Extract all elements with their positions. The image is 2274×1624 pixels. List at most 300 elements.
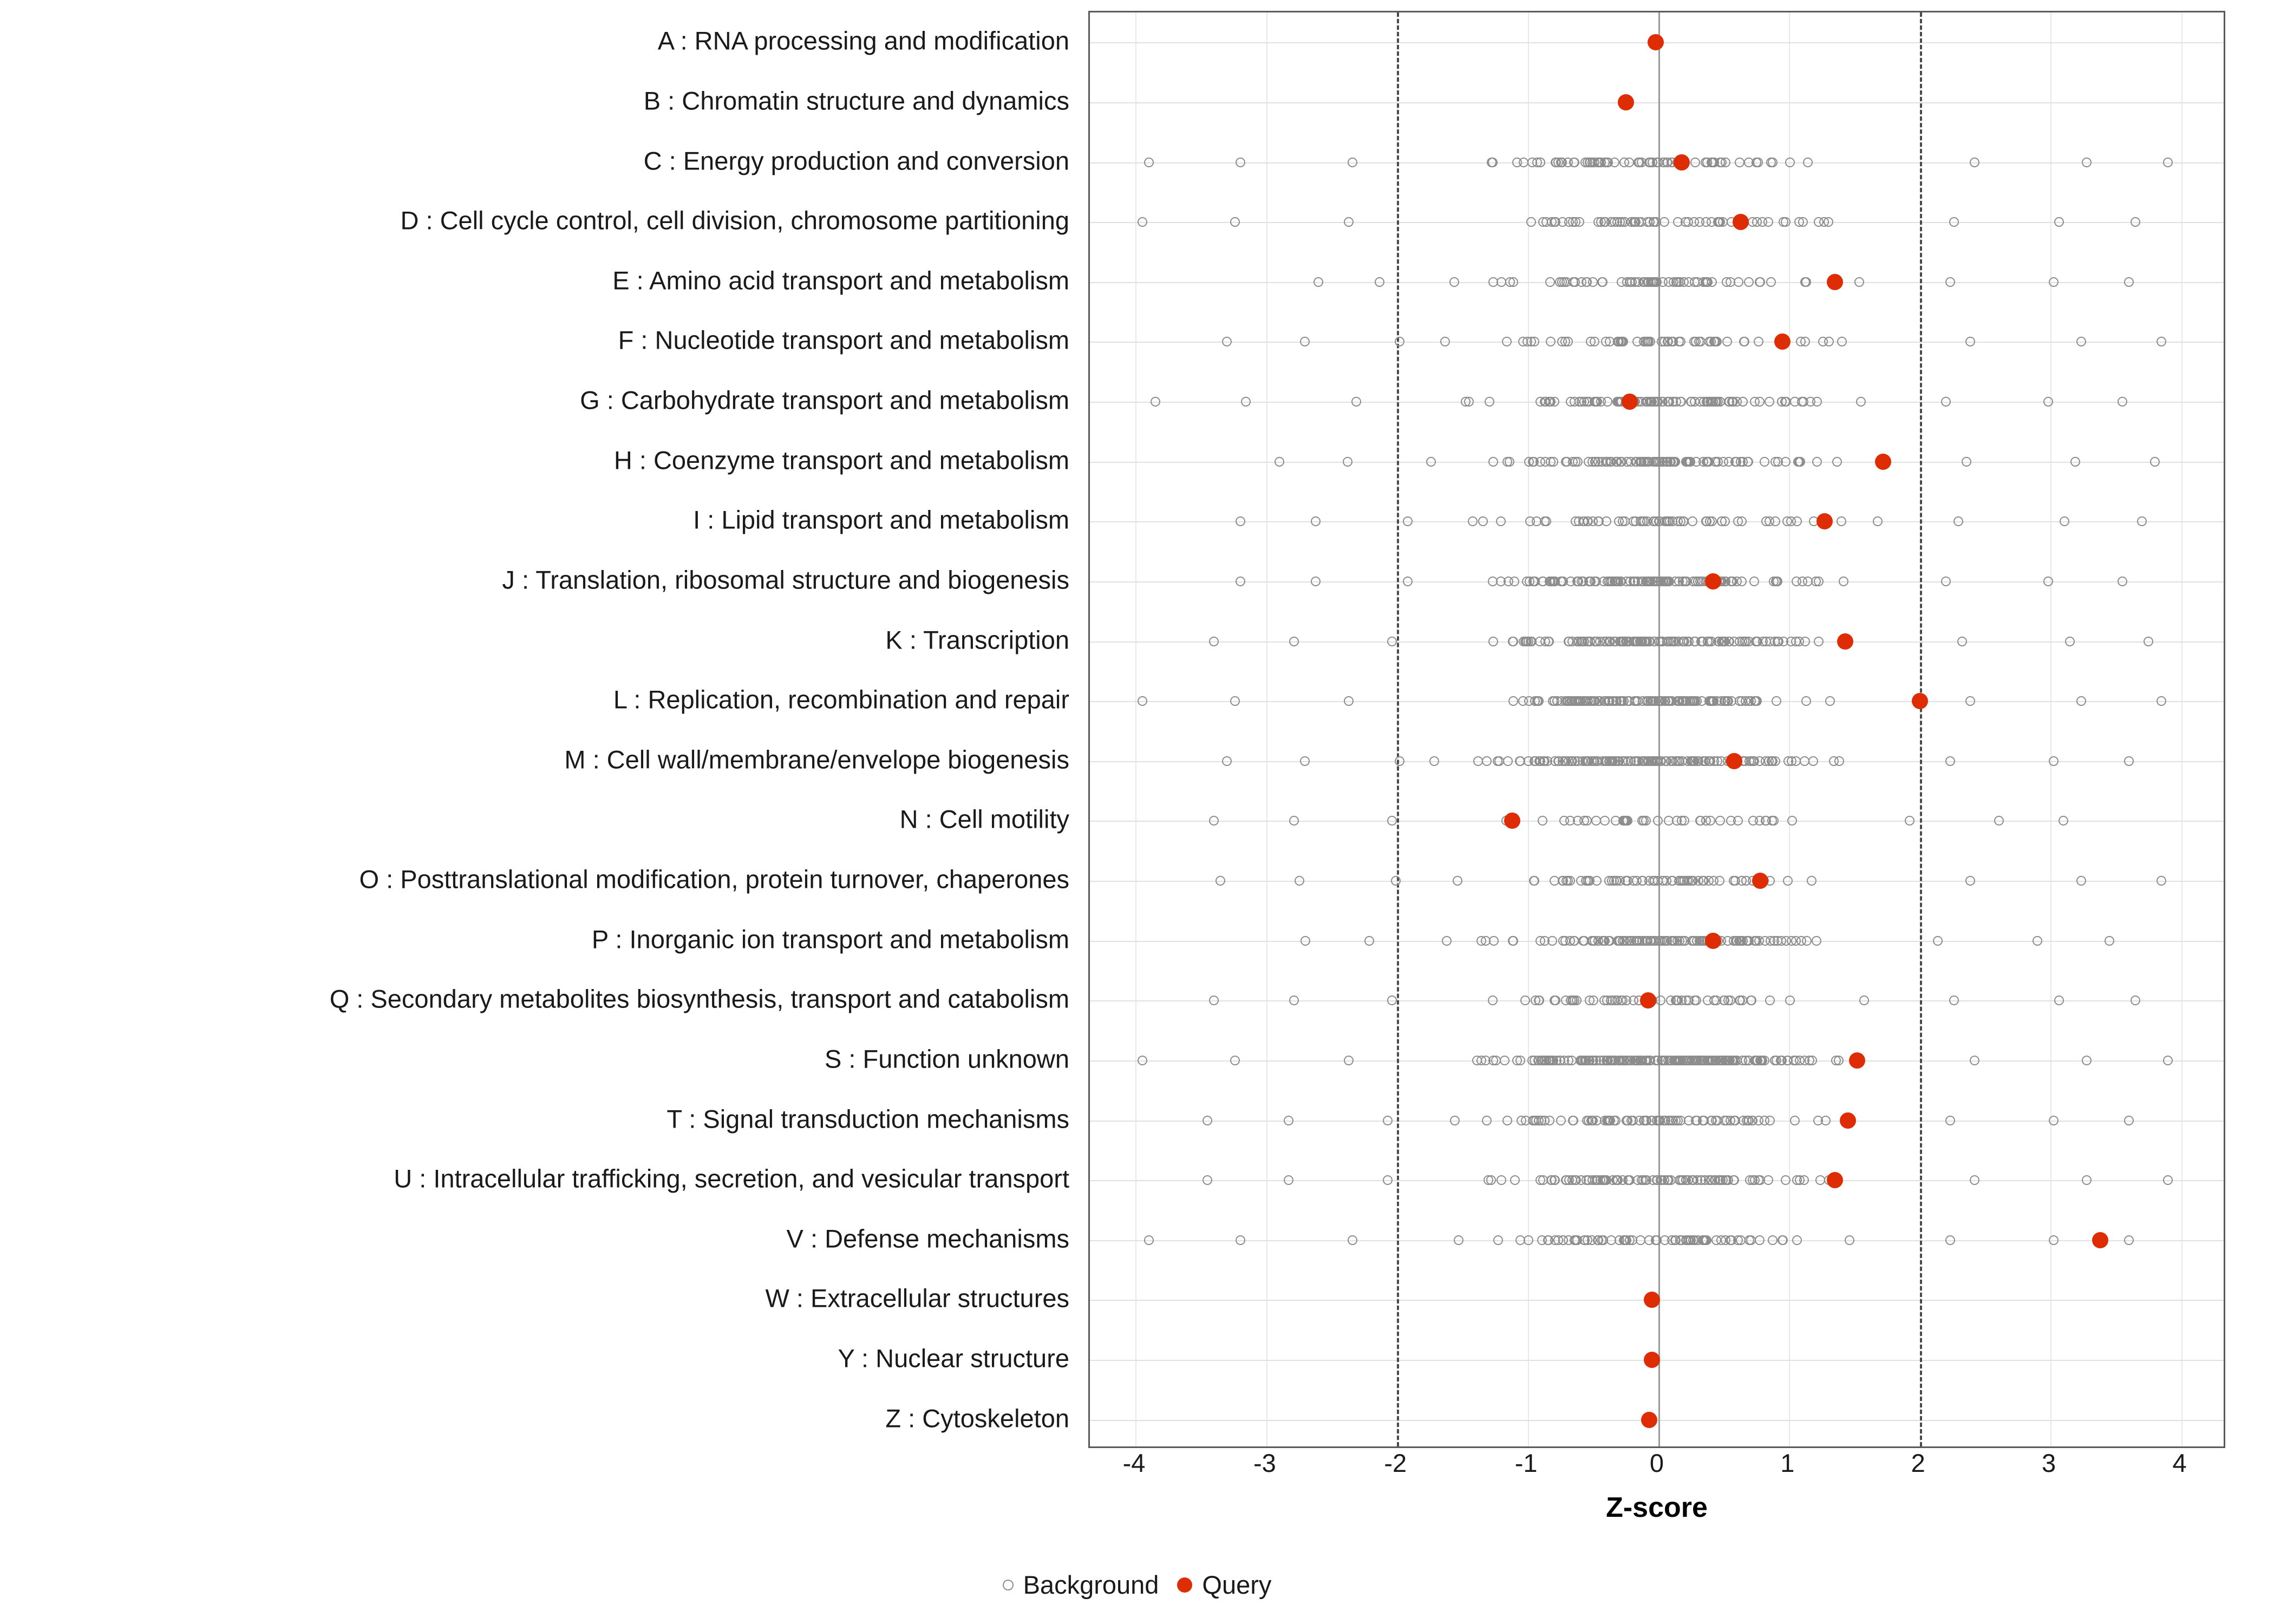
background-point [1538, 816, 1547, 826]
background-point [1791, 1056, 1801, 1065]
background-point [1579, 1235, 1589, 1245]
background-point [1715, 816, 1725, 826]
y-axis-label: A : RNA processing and modification [657, 26, 1069, 55]
background-point [1488, 457, 1498, 467]
background-point [1776, 936, 1786, 946]
background-point [1768, 158, 1778, 167]
background-point [1648, 277, 1657, 287]
query-point[interactable] [1849, 1052, 1865, 1069]
background-point [1652, 397, 1662, 407]
background-point [1618, 756, 1628, 766]
background-point [1945, 1235, 1955, 1245]
background-point [1734, 277, 1743, 287]
background-point [1675, 1175, 1684, 1185]
background-point [1138, 696, 1147, 706]
background-point [1933, 936, 1943, 946]
background-point [1600, 816, 1610, 826]
background-point [1623, 1116, 1632, 1125]
background-point [1737, 876, 1747, 886]
background-point [1945, 277, 1955, 287]
y-axis-label: B : Chromatin structure and dynamics [643, 86, 1069, 115]
background-point [1486, 1175, 1496, 1185]
background-point [1704, 876, 1714, 886]
background-point [1749, 577, 1759, 586]
background-point [1617, 217, 1627, 227]
background-point [1726, 277, 1735, 287]
background-point [1839, 577, 1848, 586]
background-point [2157, 337, 2166, 346]
background-point [1589, 996, 1598, 1005]
background-point [1970, 1056, 1979, 1065]
background-point [1485, 397, 1494, 407]
query-point[interactable] [1705, 933, 1721, 949]
background-point [1770, 457, 1780, 467]
background-point [1680, 637, 1689, 646]
background-point [1683, 457, 1693, 467]
background-point [1510, 1175, 1520, 1185]
background-point [1815, 1175, 1825, 1185]
background-point [2144, 637, 2153, 646]
background-point [1557, 277, 1567, 287]
background-point [1737, 996, 1747, 1005]
background-point [1748, 756, 1758, 766]
gridline-horizontal [1090, 102, 2224, 103]
y-axis-label: P : Inorganic ion transport and metabolism [591, 925, 1069, 954]
background-point [1825, 696, 1835, 706]
background-point [1216, 876, 1225, 886]
x-axis-tick-label: 0 [1649, 1449, 1664, 1477]
background-point [1301, 936, 1310, 946]
background-point [1488, 277, 1498, 287]
background-point [1502, 1116, 1512, 1125]
query-point[interactable] [1875, 454, 1891, 470]
background-point [1236, 1235, 1245, 1245]
zero-reference-line [1658, 12, 1660, 1446]
background-point [1563, 696, 1572, 706]
x-axis-tick-label: 1 [1780, 1449, 1795, 1477]
background-point [1778, 1235, 1787, 1245]
background-point [1785, 996, 1795, 1005]
background-point [1781, 457, 1791, 467]
y-axis-label: H : Coenzyme transport and metabolism [613, 446, 1069, 475]
background-point [1786, 637, 1796, 646]
background-point [1588, 936, 1598, 946]
background-point [1949, 996, 1959, 1005]
background-point [1203, 1116, 1212, 1125]
background-point [1695, 397, 1705, 407]
background-point [1482, 1116, 1492, 1125]
y-axis-label: C : Energy production and conversion [643, 146, 1069, 175]
background-point [1770, 1056, 1780, 1065]
background-point [1801, 696, 1811, 706]
background-point [1586, 577, 1596, 586]
gridline-vertical [1266, 12, 1267, 1446]
background-point [1591, 816, 1601, 826]
background-point [1693, 277, 1702, 287]
background-point [1659, 217, 1669, 227]
background-point [1566, 577, 1576, 586]
background-point [1637, 158, 1646, 167]
query-point[interactable] [1504, 813, 1520, 829]
background-point [1748, 217, 1757, 227]
plot-area [1088, 11, 2225, 1448]
background-point [1722, 337, 1732, 346]
background-point [1802, 936, 1812, 946]
y-axis-label: Y : Nuclear structure [838, 1344, 1069, 1373]
background-point [1403, 516, 1413, 526]
background-point [1613, 1175, 1623, 1185]
background-point [1945, 1116, 1955, 1125]
background-point [1670, 1235, 1680, 1245]
background-point [1740, 337, 1749, 346]
plot-inner [1090, 12, 2224, 1446]
background-point [2082, 1056, 2092, 1065]
background-point [1571, 516, 1580, 526]
background-point [2043, 577, 2053, 586]
background-point [1831, 1056, 1841, 1065]
background-point [1765, 996, 1775, 1005]
background-point [1587, 457, 1597, 467]
background-point [1524, 756, 1533, 766]
background-point [1617, 1056, 1627, 1065]
background-point [1663, 516, 1673, 526]
background-point [1289, 637, 1299, 646]
background-point [1715, 876, 1724, 886]
y-axis-label: K : Transcription [885, 625, 1069, 654]
background-point [2163, 1175, 2173, 1185]
background-point [1770, 637, 1780, 646]
background-point [1236, 516, 1245, 526]
y-axis-label: U : Intracellular trafficking, secretion, and vesicular transport [394, 1164, 1069, 1193]
background-point [1311, 516, 1321, 526]
background-point [1685, 696, 1695, 706]
background-point [1500, 1056, 1510, 1065]
background-point [1594, 158, 1604, 167]
background-point [2124, 1116, 2134, 1125]
y-axis-label: O : Posttranslational modification, protein turnover, chaperones [359, 865, 1069, 894]
legend-item-query [1177, 1570, 1271, 1600]
background-point [1561, 457, 1571, 467]
background-point [1729, 637, 1739, 646]
background-point [1760, 457, 1769, 467]
background-point [1383, 1175, 1393, 1185]
background-point [1770, 516, 1780, 526]
background-point [1300, 756, 1310, 766]
background-point [1541, 217, 1551, 227]
background-point [1481, 936, 1491, 946]
background-point [1556, 1116, 1566, 1125]
background-point [1814, 637, 1824, 646]
background-point [1510, 577, 1519, 586]
x-axis-tick-label: 4 [2172, 1449, 2187, 1477]
background-point [1808, 756, 1818, 766]
background-point [1685, 1235, 1695, 1245]
background-point [1528, 1116, 1538, 1125]
legend-item-background [1003, 1570, 1159, 1600]
background-point [1440, 337, 1450, 346]
background-point [1733, 1235, 1743, 1245]
query-point[interactable] [1726, 753, 1742, 769]
background-point [1209, 816, 1219, 826]
background-point [1551, 158, 1560, 167]
background-point [2049, 756, 2059, 766]
background-point [1595, 637, 1605, 646]
query-point[interactable] [1641, 1412, 1657, 1428]
background-point [1138, 1056, 1147, 1065]
background-point [1395, 756, 1404, 766]
background-point [1949, 217, 1959, 227]
query-point[interactable] [1648, 34, 1664, 50]
background-point [1834, 756, 1844, 766]
background-point [1845, 1235, 1854, 1245]
query-point[interactable] [1827, 274, 1843, 290]
background-point [1736, 936, 1746, 946]
x-axis-ticks [1088, 1448, 2225, 1486]
background-point [1598, 936, 1608, 946]
background-point [1654, 637, 1664, 646]
background-point [1497, 1175, 1506, 1185]
background-point [1737, 577, 1747, 586]
background-point [2060, 516, 2069, 526]
background-point [1713, 397, 1723, 407]
background-point [1735, 158, 1744, 167]
background-point [1344, 696, 1354, 706]
background-point [1745, 1175, 1755, 1185]
background-point [1567, 1056, 1577, 1065]
background-point [1605, 1116, 1615, 1125]
query-point[interactable] [1705, 573, 1721, 590]
background-point [1970, 158, 1979, 167]
background-point [1618, 936, 1628, 946]
background-point [1819, 217, 1829, 227]
background-point [1659, 337, 1669, 346]
background-point [1790, 1116, 1800, 1125]
background-point [1449, 277, 1459, 287]
background-point [1535, 637, 1545, 646]
background-point [1550, 876, 1559, 886]
query-point[interactable] [1640, 992, 1656, 1009]
background-point [1508, 696, 1518, 706]
background-point [1766, 277, 1776, 287]
background-point [2124, 756, 2134, 766]
background-point [1800, 756, 1809, 766]
legend-label-background: Background [1023, 1570, 1159, 1599]
background-point [1662, 936, 1672, 946]
background-point [1698, 457, 1708, 467]
background-point [1622, 1235, 1631, 1245]
background-point [1311, 577, 1321, 586]
background-point [1753, 158, 1763, 167]
background-point [2157, 876, 2166, 886]
query-point[interactable] [1774, 333, 1791, 350]
background-point [1706, 816, 1715, 826]
background-point [1732, 1056, 1742, 1065]
background-point [1744, 277, 1754, 287]
background-point [1583, 876, 1592, 886]
background-point [2065, 637, 2075, 646]
background-point [1550, 1175, 1559, 1185]
background-point [1772, 696, 1781, 706]
query-point[interactable] [1674, 154, 1690, 171]
background-point [1230, 1056, 1240, 1065]
background-point [1532, 516, 1541, 526]
background-point [1707, 1116, 1716, 1125]
background-point [1743, 457, 1753, 467]
background-point [1812, 397, 1822, 407]
background-point [1718, 637, 1728, 646]
background-point [1791, 936, 1801, 946]
legend [0, 1570, 2274, 1600]
background-point [1478, 516, 1488, 526]
background-point [1957, 637, 1967, 646]
query-marker-icon [1177, 1577, 1192, 1593]
y-axis-label: J : Translation, ribosomal structure and biogenesis [502, 565, 1069, 594]
query-point[interactable] [1733, 214, 1749, 230]
query-point[interactable] [1644, 1292, 1660, 1308]
background-point [1569, 277, 1578, 287]
x-axis-tick-label: -3 [1253, 1449, 1276, 1477]
background-point [2054, 996, 2064, 1005]
background-point [1426, 457, 1436, 467]
background-point [1752, 637, 1762, 646]
background-point [1222, 337, 1232, 346]
background-point [1781, 217, 1791, 227]
background-point [1493, 1235, 1503, 1245]
y-axis-label: Q : Secondary metabolites biosynthesis, transport and catabolism [329, 984, 1069, 1013]
background-point [1230, 696, 1240, 706]
background-point [1535, 158, 1545, 167]
background-point [2043, 397, 2053, 407]
background-point [1348, 158, 1357, 167]
background-point [1344, 1056, 1354, 1065]
query-point[interactable] [1644, 1352, 1660, 1368]
background-point [1726, 996, 1735, 1005]
background-point [1785, 158, 1795, 167]
background-point [1546, 337, 1556, 346]
background-point [1612, 876, 1622, 886]
query-point[interactable] [1752, 873, 1768, 889]
background-point [1496, 516, 1506, 526]
background-point [1769, 816, 1779, 826]
background-point [1721, 1056, 1731, 1065]
background-point [1856, 397, 1866, 407]
y-axis-label: W : Extracellular structures [765, 1284, 1069, 1313]
background-point [2157, 696, 2166, 706]
background-point [1488, 577, 1498, 586]
background-point [1755, 1235, 1765, 1245]
background-point [1364, 936, 1374, 946]
background-point [1236, 577, 1245, 586]
background-point [1690, 1056, 1700, 1065]
background-point [1765, 397, 1774, 407]
background-point [1641, 1116, 1651, 1125]
background-point [1138, 217, 1147, 227]
query-point[interactable] [1618, 94, 1634, 110]
background-point [1453, 876, 1462, 886]
background-point [1578, 936, 1588, 946]
background-point [1482, 756, 1492, 766]
background-point [1662, 457, 1671, 467]
background-point [2049, 277, 2059, 287]
background-point [2124, 277, 2134, 287]
background-point [1429, 756, 1439, 766]
query-point[interactable] [1622, 394, 1638, 410]
background-point [2150, 457, 2160, 467]
background-point [1674, 756, 1684, 766]
query-point[interactable] [2092, 1232, 2108, 1248]
background-point [1744, 158, 1754, 167]
legend-label-query: Query [1202, 1570, 1272, 1599]
background-point [1801, 277, 1811, 287]
background-point [1710, 1175, 1720, 1185]
background-point [1468, 516, 1478, 526]
background-point [1631, 1056, 1641, 1065]
background-point [1528, 577, 1538, 586]
background-point [1664, 397, 1674, 407]
background-point [2131, 996, 2140, 1005]
query-point[interactable] [1837, 633, 1853, 650]
background-point [1545, 277, 1555, 287]
query-point[interactable] [1827, 1172, 1843, 1188]
background-point [1473, 756, 1483, 766]
background-point [1812, 936, 1821, 946]
background-point [1724, 397, 1734, 407]
background-point [1754, 337, 1763, 346]
background-point [1800, 337, 1810, 346]
background-point [1832, 457, 1842, 467]
y-axis-label: Z : Cytoskeleton [885, 1404, 1069, 1433]
background-point [1592, 397, 1602, 407]
background-point [1529, 457, 1539, 467]
background-point [2118, 397, 2127, 407]
background-point [1738, 397, 1748, 407]
background-point [1658, 158, 1668, 167]
background-point [1854, 277, 1864, 287]
background-point [1488, 1056, 1498, 1065]
background-point [1783, 876, 1793, 886]
background-point [1464, 397, 1474, 407]
background-point [1583, 158, 1592, 167]
background-point [2070, 457, 2080, 467]
background-point [1375, 277, 1384, 287]
query-point[interactable] [1840, 1112, 1856, 1129]
y-axis-label: S : Function unknown [825, 1044, 1069, 1073]
background-point [1675, 696, 1684, 706]
background-point [1690, 637, 1700, 646]
background-point [1568, 1116, 1578, 1125]
y-axis-label: M : Cell wall/membrane/envelope biogenesis [564, 745, 1069, 774]
background-point [1450, 1116, 1460, 1125]
query-point[interactable] [1912, 693, 1928, 709]
background-point [1586, 337, 1596, 346]
background-point [1642, 1175, 1651, 1185]
background-point [1945, 756, 1955, 766]
background-point [1566, 756, 1576, 766]
background-point [2049, 1116, 2059, 1125]
background-point [1351, 397, 1361, 407]
y-axis-label: I : Lipid transport and metabolism [693, 505, 1069, 534]
y-axis-label: G : Carbohydrate transport and metabolism [580, 385, 1069, 415]
background-point [2082, 1175, 2092, 1185]
background-point [1684, 1116, 1694, 1125]
background-point [1965, 696, 1975, 706]
threshold-line [1920, 12, 1922, 1446]
background-point [1387, 816, 1397, 826]
background-point [1540, 457, 1550, 467]
background-point [1905, 816, 1914, 826]
query-point[interactable] [1816, 513, 1833, 529]
background-point [1812, 457, 1822, 467]
